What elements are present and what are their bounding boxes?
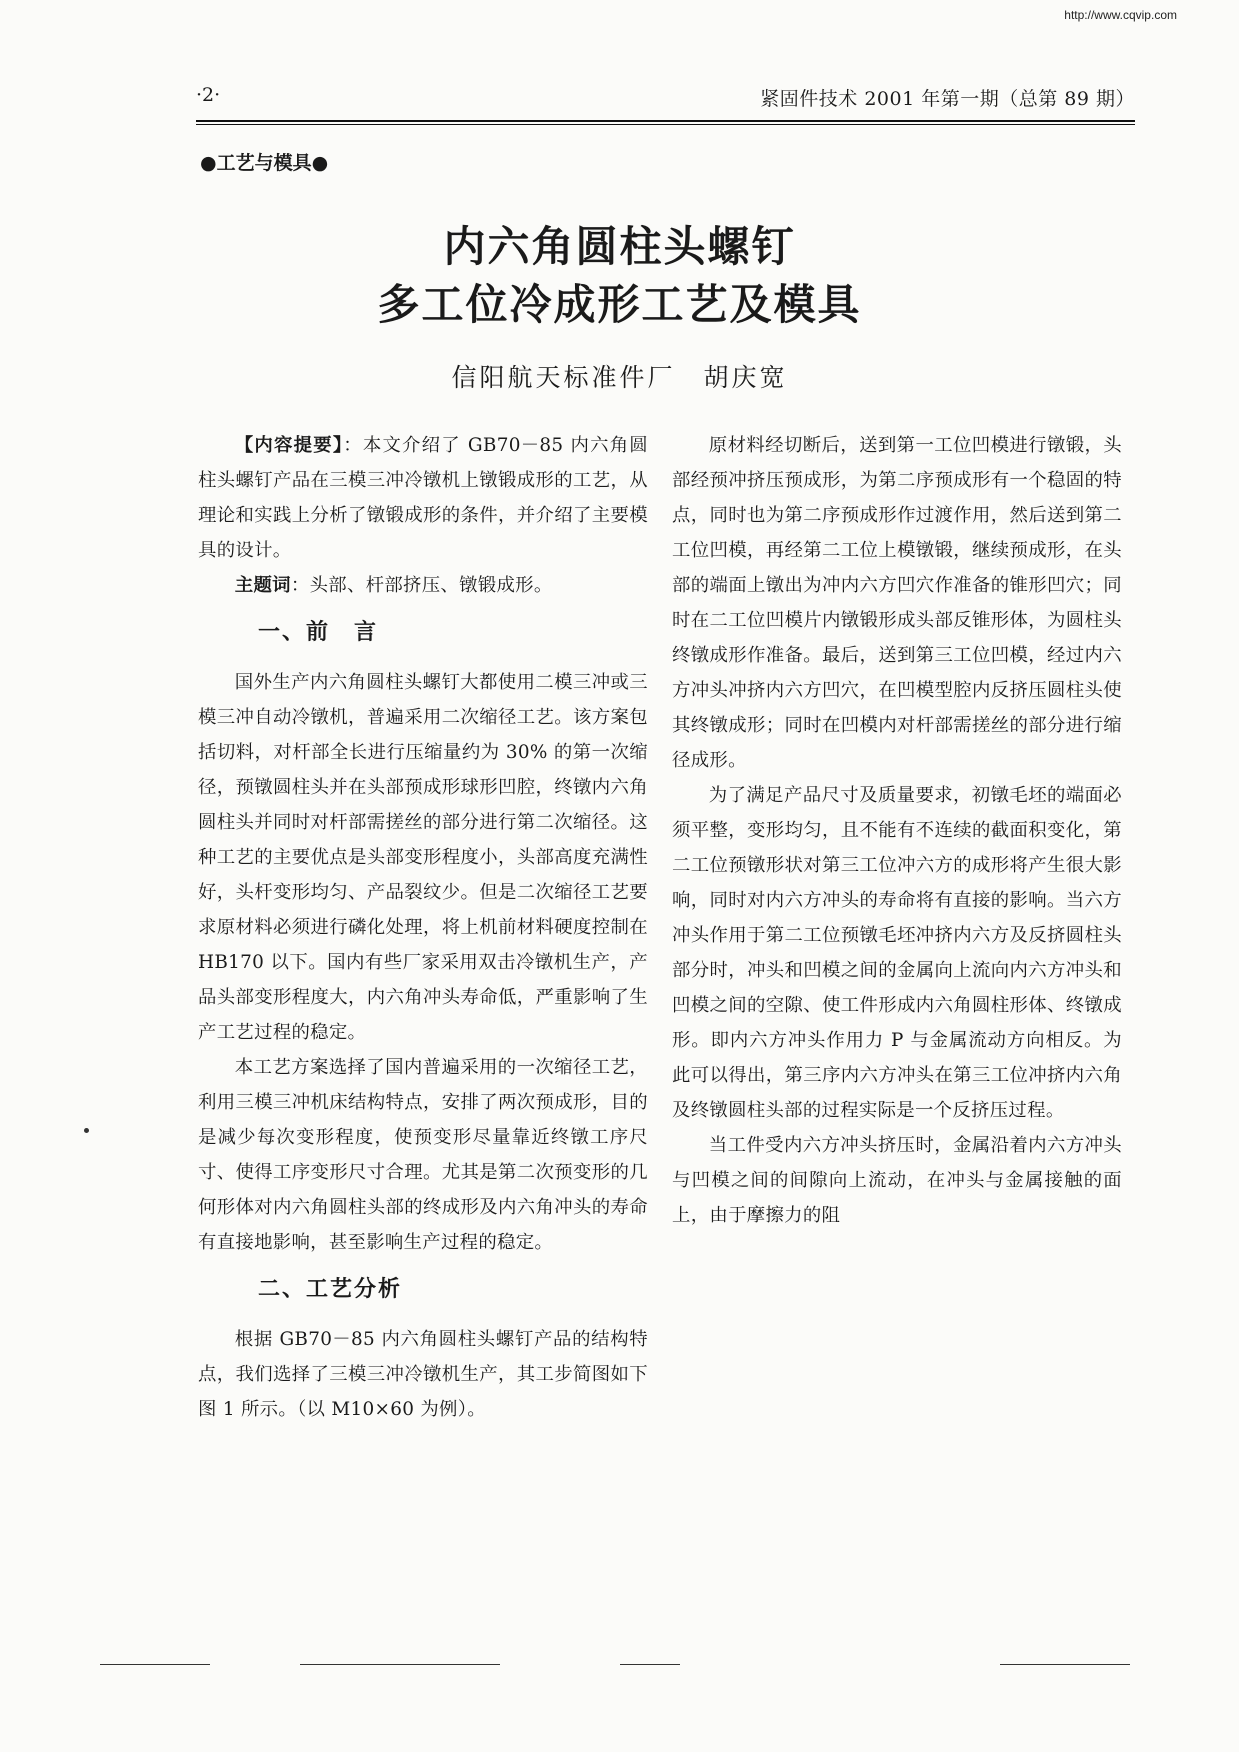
title-line-1: 内六角圆柱头螺钉 bbox=[443, 222, 796, 271]
left-column bbox=[198, 428, 648, 1427]
section-label: ●工艺与模具● bbox=[200, 152, 329, 174]
right-column bbox=[672, 428, 1122, 1233]
paragraph-1: 国外生产内六角圆柱头螺钉大都使用二模三冲或三模三冲自动冷镦机，普遍采用二次缩径工艺。该方案包括切料，对杆部全长进行压缩量约为 30% 的第一次缩径，预镦圆柱头并在头部预成形球形凹腔，终镦内六角圆柱头并同时对杆部需搓丝的部分进行第二次缩径。这种工艺的主要优点是头部变形程度小，头部高度充满性好，头杆变形均匀、产品裂纹少。但是二次缩径工艺要求原材料必须进行磷化处理，将上机前材料硬度控制在 HB170 以下。国内有些厂家采用双击冷镦机生产，产品头部变形程度大，内六角冲头寿命低，严重影响了生产工艺过程的稳定。 bbox=[198, 672, 648, 1043]
header-rule bbox=[196, 120, 1135, 122]
source-url: http://www.cqvip.com bbox=[1064, 8, 1177, 22]
abstract-label: 【内容提要】 bbox=[234, 435, 344, 456]
journal-info: 紧固件技术 2001 年第一期（总第 89 期） bbox=[760, 88, 1135, 110]
paragraph-4: 原材料经切断后，送到第一工位凹模进行镦锻，头部经预冲挤压预成形，为第二序预成形有一个稳固的特点，同时也为第二序预成形作过渡作用，然后送到第二工位凹模，再经第二工位上模镦锻，继续预成形，在头部的端面上镦出为冲内六方凹穴作准备的锥形凹穴；同时在二工位凹模片内镦锻形成头部反锥形体，为圆柱头终镦成形作准备。最后，送到第三工位凹模，经过内六方冲头冲挤内六方凹穴，在凹模型腔内反挤压圆柱头使其终镦成形；同时在凹模内对杆部需搓丝的部分进行缩径成形。 bbox=[672, 435, 1122, 771]
bottom-rule-mid bbox=[300, 1664, 500, 1665]
bottom-rule-center bbox=[620, 1664, 680, 1665]
abstract bbox=[198, 428, 648, 568]
keywords-label: 主题词 bbox=[234, 575, 291, 596]
paragraph-5: 为了满足产品尺寸及质量要求，初镦毛坯的端面必须平整，变形均匀，且不能有不连续的截面积变化，第二工位预镦形状对第三工位冲六方的成形将产生很大影响，同时对内六方冲头的寿命将有直接的影响。当六方冲头作用于第二工位预镦毛坯冲挤内六方及反挤圆柱头部分时，冲头和凹模之间的金属向上流向内六方冲头和凹模之间的空隙、使工件形成内六角圆柱形体、终镦成形。即内六方冲头作用力 P 与金属流动方向相反。为此可以得出，第三序内六方冲头在第三工位冲挤内六角及终镦圆柱头部的过程实际是一个反挤压过程。 bbox=[672, 785, 1122, 1121]
keywords-text: ：头部、杆部挤压、镦锻成形。 bbox=[290, 575, 553, 596]
author-line: 信阳航天标准件厂 胡庆宽 bbox=[451, 363, 788, 392]
bottom-rule-right bbox=[1000, 1664, 1130, 1665]
paragraph-2: 本工艺方案选择了国内普遍采用的一次缩径工艺，利用三模三冲机床结构特点，安排了两次预成形，目的是减少每次变形程度，使预变形尽量靠近终镦工序尺寸、使得工序变形尺寸合理。尤其是第二次预变形的几何形体对内六角圆柱头部的终成形及内六角冲头的寿命有直接地影响，甚至影响生产过程的稳定。 bbox=[198, 1057, 648, 1253]
section-heading-2: 二、工艺分析 bbox=[258, 1277, 403, 1302]
title-line-2: 多工位冷成形工艺及模具 bbox=[377, 280, 862, 329]
paragraph-6: 当工件受内六方冲头挤压时，金属沿着内六方冲头与凹模之间的间隙向上流动，在冲头与金属接触的面上，由于摩擦力的阻 bbox=[672, 1135, 1122, 1226]
running-header bbox=[196, 84, 1135, 114]
paragraph-3: 根据 GB70－85 内六角圆柱头螺钉产品的结构特点，我们选择了三模三冲冷镦机生产，其工步简图如下图 1 所示。（以 M10×60 为例）。 bbox=[198, 1329, 648, 1420]
scan-speck bbox=[84, 1128, 89, 1133]
abstract-text: ：本文介绍了 GB70－85 内六角圆柱头螺钉产品在三模三冲冷镦机上镦锻成形的工艺，从理论和实践上分析了镦锻成形的条件，并介绍了主要模具的设计。 bbox=[198, 435, 648, 561]
bottom-rule-left bbox=[100, 1664, 210, 1665]
keywords bbox=[198, 568, 648, 603]
header-rule-thin bbox=[196, 124, 1135, 125]
article-title bbox=[0, 218, 1239, 334]
section-heading-1: 一、前 言 bbox=[258, 620, 379, 645]
page-number: ·2· bbox=[196, 84, 221, 106]
